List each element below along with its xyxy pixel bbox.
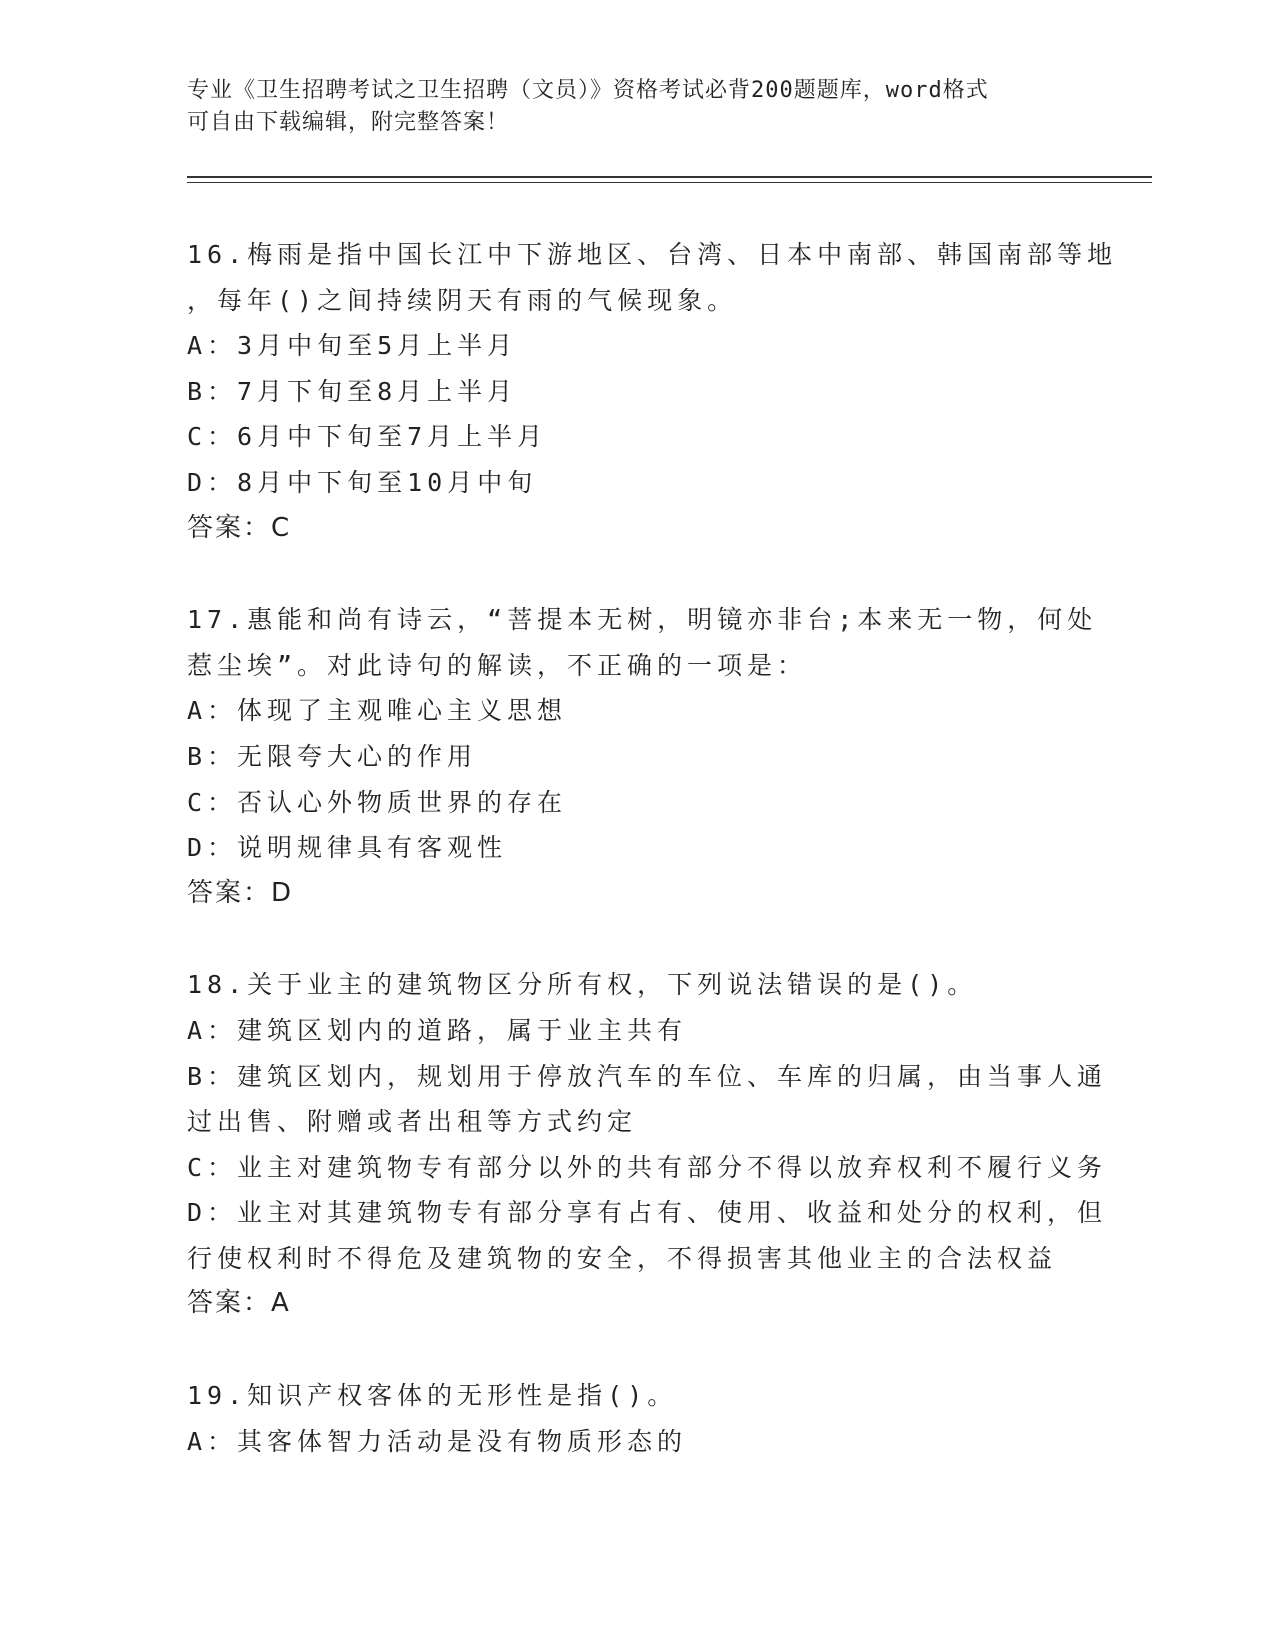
- option-d-continued: 行使权利时不得危及建筑物的安全，不得损害其他业主的合法权益: [187, 1243, 1058, 1273]
- question-18: [187, 962, 1108, 1327]
- answer-label: 答案：D: [187, 877, 294, 908]
- option-b: B：建筑区划内，规划用于停放汽车的车位、车库的归属，由当事人通: [187, 1061, 1108, 1091]
- option-b: B：7月下旬至8月上半月: [187, 376, 518, 406]
- option-a: A：3月中旬至5月上半月: [187, 331, 518, 361]
- header-divider-thin: [187, 182, 1152, 183]
- question-stem-line: 18.关于业主的建筑物区分所有权，下列说法错误的是()。: [187, 970, 978, 1000]
- option-a: A：体现了主观唯心主义思想: [187, 696, 568, 726]
- option-d: D：8月中下旬至10月中旬: [187, 467, 538, 497]
- question-stem-line: 惹尘埃”。对此诗句的解读，不正确的一项是：: [187, 650, 808, 680]
- option-b: B：无限夸大心的作用: [187, 741, 478, 771]
- answer-label: 答案：C: [187, 512, 292, 543]
- question-16: [187, 232, 1118, 551]
- question-stem-line: 16.梅雨是指中国长江中下游地区、台湾、日本中南部、韩国南部等地: [187, 240, 1118, 269]
- option-c: C：业主对建筑物专有部分以外的共有部分不得以放弃权利不履行义务: [187, 1152, 1108, 1182]
- option-d: D：业主对其建筑物专有部分享有占有、使用、收益和处分的权利，但: [187, 1198, 1108, 1228]
- header-title-line-1: 专业《卫生招聘考试之卫生招聘（文员）》资格考试必背200题题库，word格式: [187, 78, 989, 103]
- option-c: C：否认心外物质世界的存在: [187, 787, 568, 817]
- option-b-continued: 过出售、附赠或者出租等方式约定: [187, 1107, 638, 1137]
- option-c: C：6月中下旬至7月上半月: [187, 422, 548, 452]
- question-17: [187, 597, 1098, 916]
- option-a: A：其客体智力活动是没有物质形态的: [187, 1426, 688, 1456]
- question-list: [187, 232, 1118, 1510]
- question-stem-line: 19.知识产权客体的无形性是指()。: [187, 1381, 678, 1411]
- header-divider-thick: [187, 176, 1152, 178]
- option-d: D：说明规律具有客观性: [187, 833, 508, 863]
- header-title-line-2: 可自由下载编辑，附完整答案！: [187, 110, 510, 135]
- question-stem-line: ，每年()之间持续阴天有雨的气候现象。: [187, 285, 738, 315]
- question-stem-line: 17.惠能和尚有诗云，“菩提本无树，明镜亦非台;本来无一物，何处: [187, 605, 1098, 635]
- answer-label: 答案：A: [187, 1288, 291, 1319]
- document-header: [187, 75, 1067, 139]
- question-19: [187, 1373, 1077, 1464]
- option-a: A：建筑区划内的道路，属于业主共有: [187, 1015, 688, 1045]
